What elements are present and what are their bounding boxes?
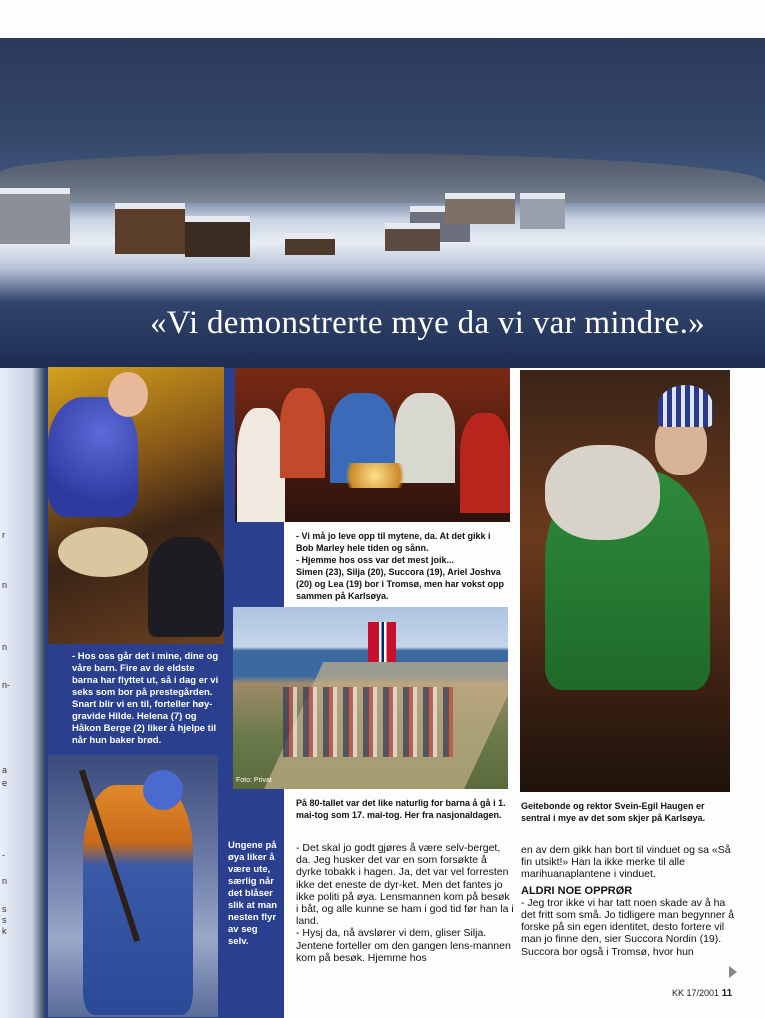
section-heading: ALDRI NOE OPPRØR [521,884,633,897]
group-caption: - Vi må jo leve opp til mytene, da. At det gikk i Bob Marley hele tiden og sånn. - Hjemme hos oss var det mest joik... Simen (23), Silja (20), Succora (19), Ariel Joshva (20) og Lea (19) bor i Tromsø, men har vokst opp sammen på Karlsøya. [296,531,505,601]
farmer-caption: Geitebonde og rektor Svein-Egil Haugen er sentral i mye av det som skjer på Karlsøya. [521,801,706,823]
article-paragraph: en av dem gikk han bort til vinduet og sa «Så fin utsikt!» Han la ikke merke til alle marihuanaplantene i vinduet. [521,844,734,881]
article-column-2 [521,844,736,958]
facing-letter: n- [2,680,11,690]
hero-house [285,233,335,255]
page-number: 11 [721,988,733,999]
candles [335,463,415,488]
hero-house [0,188,70,244]
facing-letter: r [2,530,5,540]
person [237,408,285,522]
facing-letter: e [2,778,8,788]
group-photo [235,368,510,522]
bowl [58,527,148,577]
facing-letter: s [2,915,7,925]
article-paragraph: - Det skal jo godt gjøres å være selv-berget, da. Jeg husker det var en som forsøkte å dyrke tobakk i hagen. Ja, det var vel forresten ikke det eneste de dyr-ket. Men det fantes jo ikke politi på øya. Lensmannen kom på besøk i båt, og alle kunne se ham i god tid før han la i land. - Hysj da, nå avslører vi dem, gliser Silja. Jentene forteller om den gangen lens-mannen kom på besøk. Hjemme hos [296,842,514,964]
person [280,388,325,478]
article-column-1 [296,842,514,964]
facing-letter: n [2,876,8,886]
facing-letter: - [2,850,5,860]
hero-house [385,223,440,251]
child-figure [148,537,224,637]
page-footer [672,988,732,999]
issue-label: KK 17/2001 [672,988,720,998]
photo-credit: Foto: Privat [236,777,272,784]
farmer-with-goat-photo [520,370,730,792]
family-caption: - Hos oss går det i mine, dine og våre barn. Fire av de eldste barna har flyttet ut, så i dag er vi seks som bor på prestegården. Snart blir vi en til, forteller høy-gravide Hilde. Helena (7) og Håkon Berge (2) liker å hjelpe til når hun baker brød. [72,651,219,746]
knit-hat [658,385,713,427]
flag [368,622,396,662]
kids-caption: Ungene på øya liker å være ute, særlig når det blåser slik at man nesten flyr av seg selv. [228,840,278,947]
continue-arrow-icon [729,966,737,978]
goat [545,445,660,540]
hero-house [185,216,250,257]
hero-house [520,193,565,229]
family-baking-photo [48,367,224,644]
pull-quote: «Vi demonstrerte mye da vi var mindre.» [150,305,705,341]
hero-house [445,193,515,224]
parade-caption: På 80-tallet var det like naturlig for barna å gå i 1. mai-tog som 17. mai-tog. Her fra nasjonaldagen. [296,798,506,820]
kids-in-wind-photo [48,755,218,1017]
hero-house [115,203,185,254]
woman-face [108,372,148,417]
person [460,413,510,513]
facing-letter: a [2,765,8,775]
parade-photo [233,607,508,789]
facing-letter: k [2,926,7,936]
article-paragraph: - Jeg tror ikke vi har tatt noen skade av å ha det fritt som små. Jo tidligere man begynner å forske på sin egen identitet, desto fortere vil man jo finne den, sier Succora Nordin (19). Succora bor også i Tromsø, hvor hun [521,896,735,958]
child-hood [143,770,183,810]
crowd [283,687,453,757]
facing-letter: n [2,580,8,590]
hero-hills [0,153,765,203]
facing-letter: n [2,642,8,652]
facing-letter: s [2,904,7,914]
